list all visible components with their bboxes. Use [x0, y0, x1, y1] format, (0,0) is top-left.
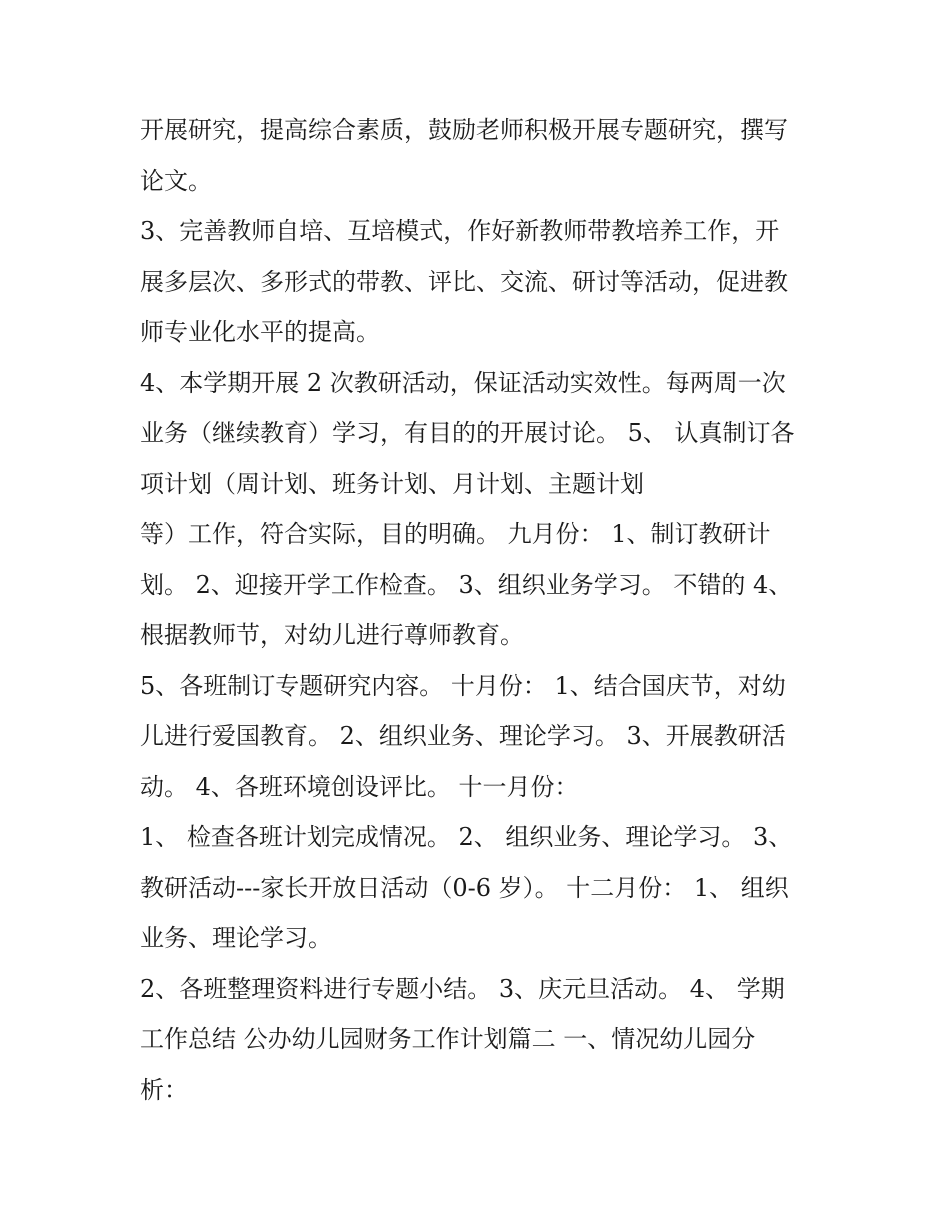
text-line: 5、各班制订专题研究内容。 十月份： 1、结合国庆节，对幼 [140, 672, 786, 700]
text-line: 项计划（周计划、班务计划、月计划、主题计划 [140, 470, 644, 498]
text-line: 师专业化水平的提高。 [140, 318, 380, 346]
text-line: 2、各班整理资料进行专题小结。 3、庆元旦活动。 4、 学期 [140, 975, 785, 1003]
text-line: 工作总结 公办幼儿园财务工作计划篇二 一、情况幼儿园分 [140, 1025, 756, 1053]
text-line: 业务、理论学习。 [140, 924, 332, 952]
text-line: 动。 4、各班环境创设评比。 十一月份： [140, 773, 579, 801]
text-line: 4、本学期开展 2 次教研活动，保证活动实效性。每两周一次 [140, 369, 786, 397]
text-line: 3、完善教师自培、互培模式，作好新教师带教培养工作，开 [140, 217, 780, 245]
text-line: 论文。 [140, 167, 212, 195]
text-line: 儿进行爱国教育。 2、组织业务、理论学习。 3、开展教研活 [140, 722, 786, 750]
text-line: 展多层次、多形式的带教、评比、交流、研讨等活动，促进教 [140, 268, 788, 296]
text-line: 划。 2、迎接开学工作检查。 3、组织业务学习。 不错的 4、 [140, 571, 793, 599]
text-line: 教研活动---家长开放日活动（0-6 岁）。 十二月份： 1、 组织 [140, 874, 789, 902]
text-line: 等）工作，符合实际，目的明确。 九月份： 1、制订教研计 [140, 520, 771, 548]
text-line: 根据教师节，对幼儿进行尊师教育。 [140, 621, 524, 649]
text-line: 析： [140, 1076, 188, 1104]
text-line: 1、 检查各班计划完成情况。 2、 组织业务、理论学习。 3、 [140, 823, 793, 851]
text-line: 业务（继续教育）学习，有目的的开展讨论。 5、 认真制订各 [140, 419, 795, 447]
text-line: 开展研究，提高综合素质，鼓励老师积极开展专题研究，撰写 [140, 116, 788, 144]
